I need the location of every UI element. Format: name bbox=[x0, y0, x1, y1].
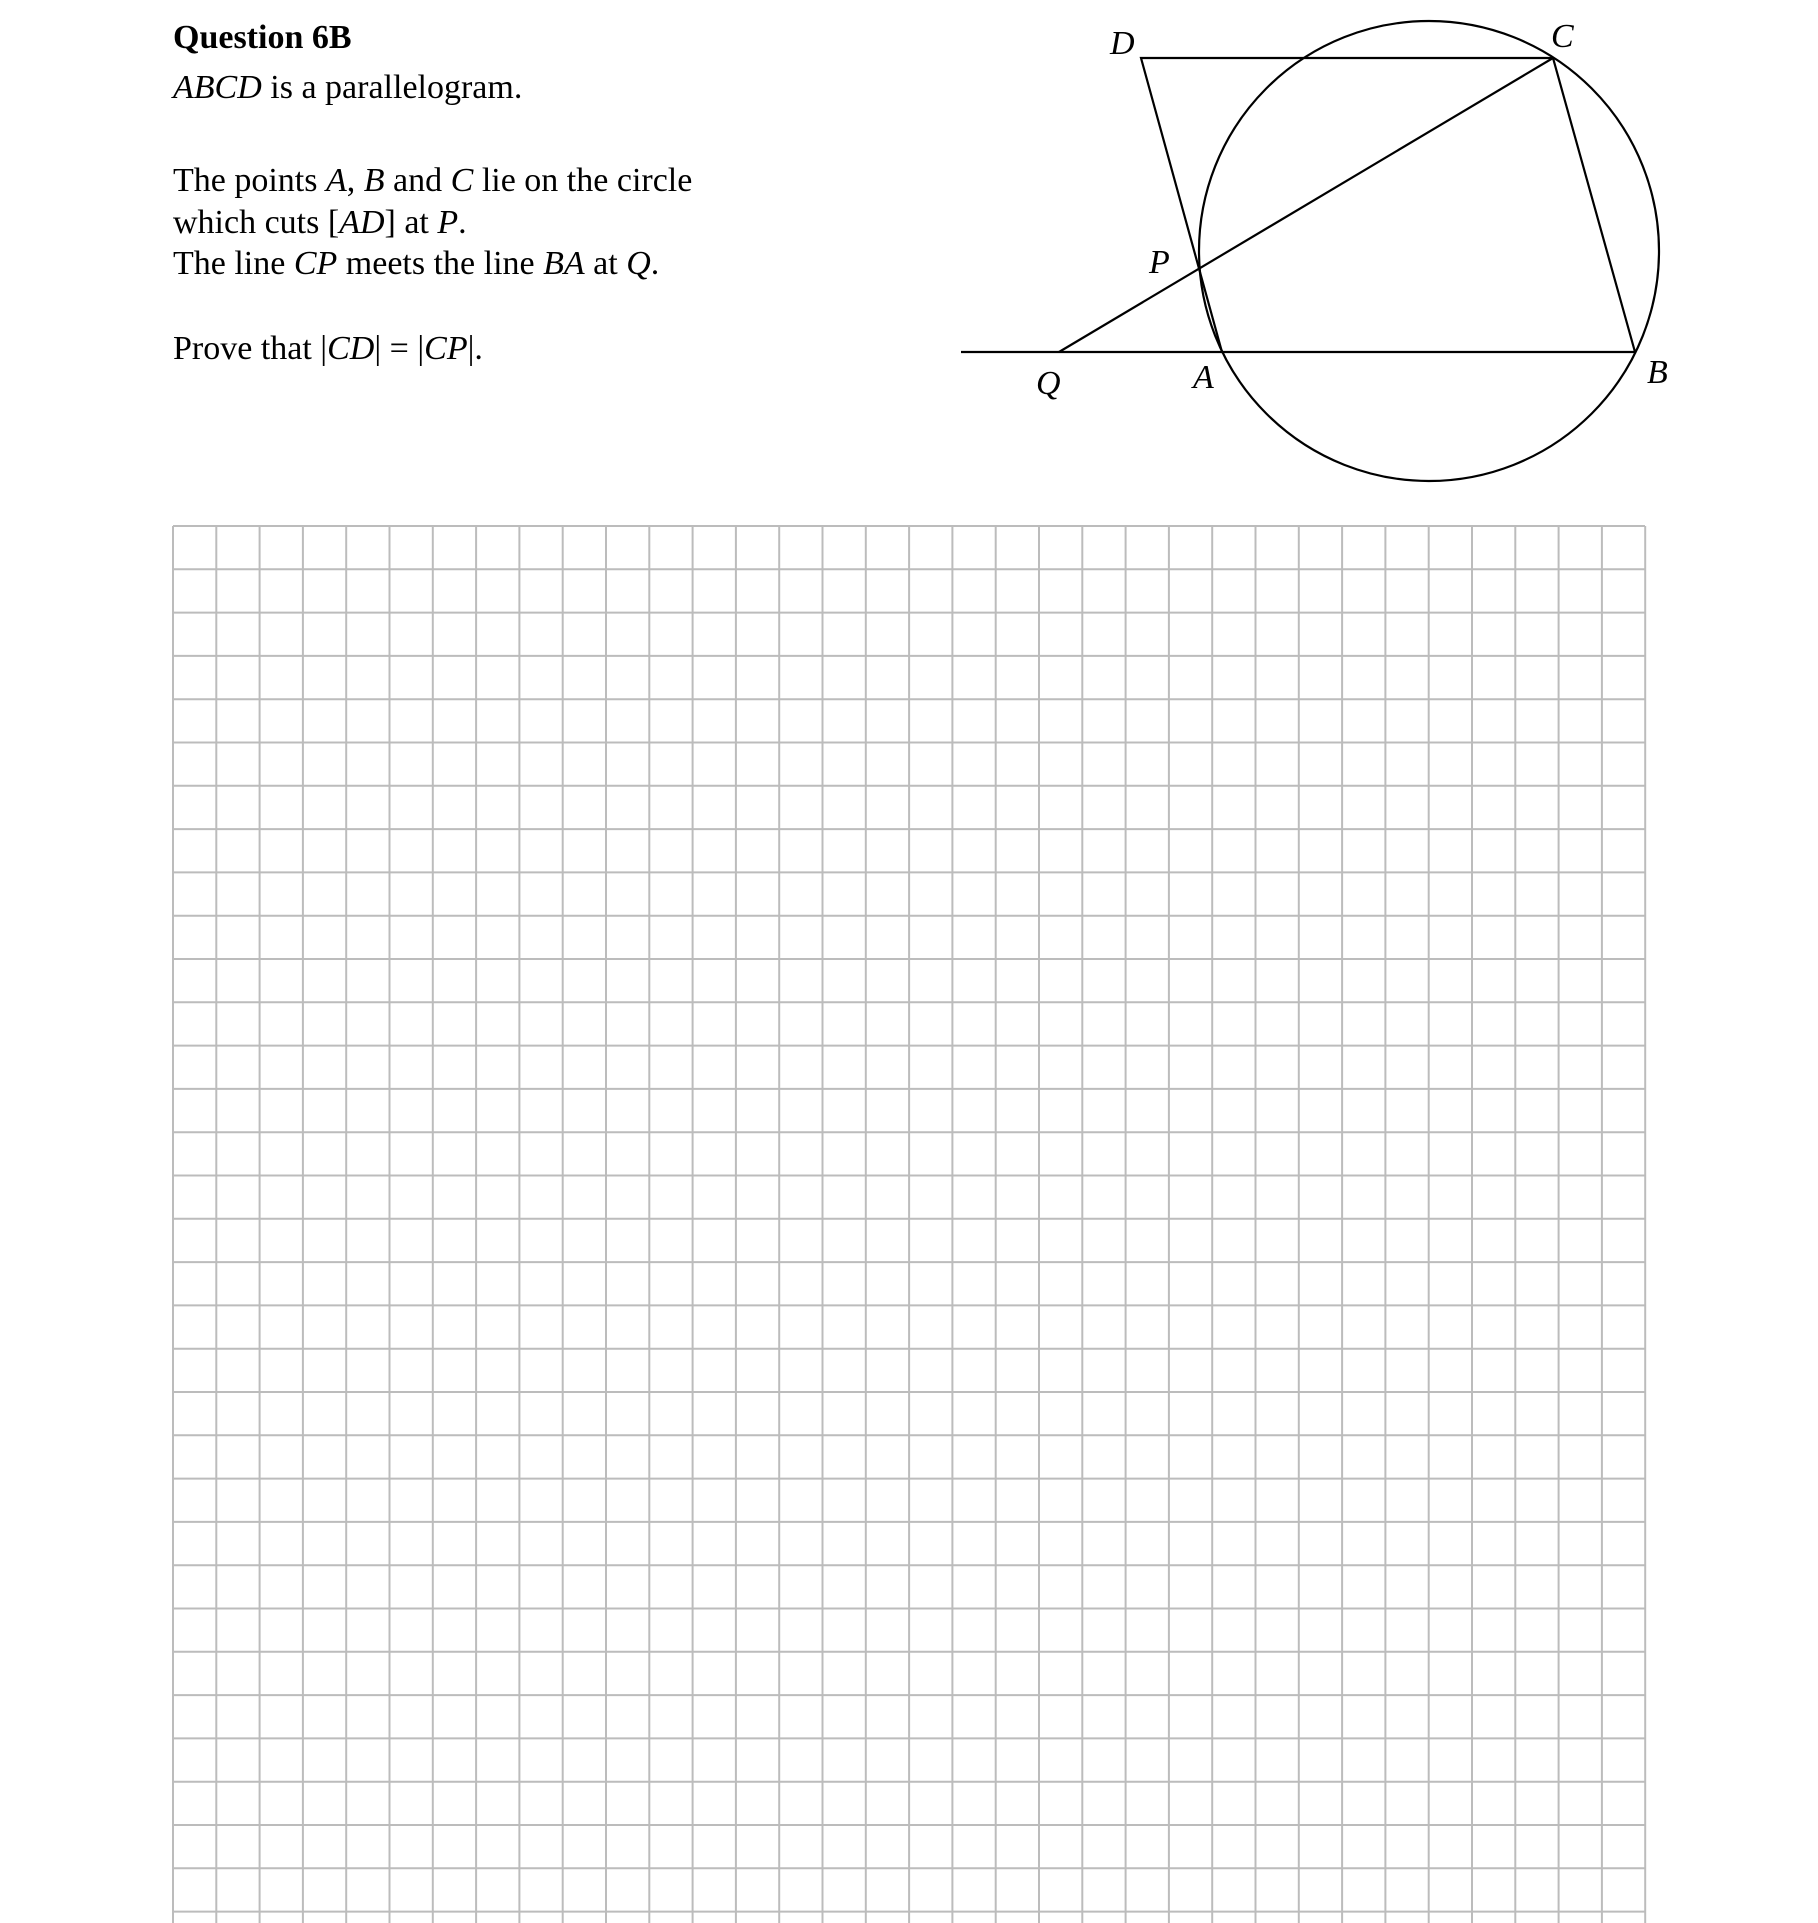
question-line-4: The line CP meets the line BA at Q. bbox=[173, 245, 660, 282]
question-title: Question 6B bbox=[173, 19, 352, 56]
prove-statement: Prove that |CD| = |CP|. bbox=[173, 330, 483, 367]
geometry-diagram bbox=[0, 0, 1818, 520]
question-line-1: ABCD is a parallelogram. bbox=[173, 69, 523, 106]
question-line-3: which cuts [AD] at P. bbox=[173, 204, 467, 241]
point-label-c: C bbox=[1551, 18, 1574, 55]
parallelogram-abcd bbox=[1141, 58, 1635, 352]
line-cq bbox=[1059, 58, 1553, 352]
point-label-q: Q bbox=[1036, 365, 1061, 402]
point-label-d: D bbox=[1110, 25, 1135, 62]
circle bbox=[1199, 21, 1659, 481]
question-line-2: The points A, B and C lie on the circle bbox=[173, 162, 693, 199]
point-label-p: P bbox=[1149, 244, 1170, 281]
point-label-b: B bbox=[1647, 354, 1668, 391]
point-label-a: A bbox=[1193, 359, 1214, 396]
